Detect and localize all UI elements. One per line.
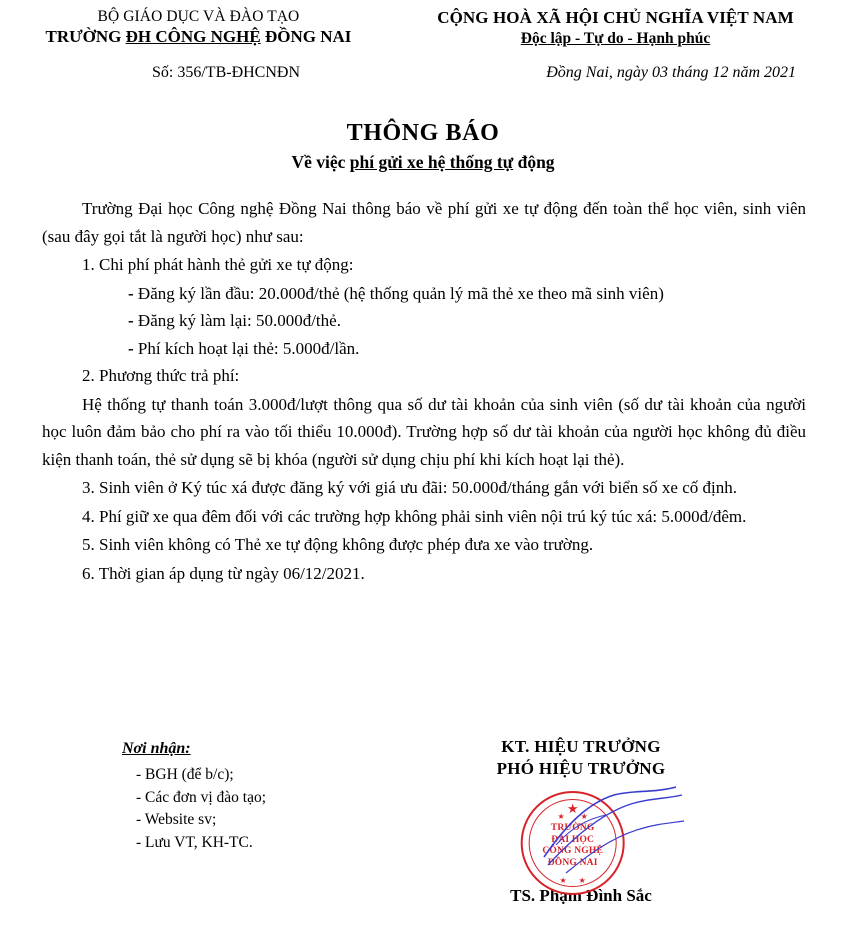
- recipients-list: [122, 764, 266, 854]
- body-item-1-sub-3-text: Phí kích hoạt lại thẻ: 5.000đ/lần.: [137, 338, 360, 358]
- official-seal-icon: [521, 791, 625, 895]
- seal-arc-bottom: ★ ★: [559, 876, 586, 885]
- university-name-prefix: TRƯỜNG: [45, 27, 126, 46]
- title-block: [22, 120, 824, 173]
- list-item: - Các đơn vị đào tạo;: [136, 788, 267, 806]
- university-name-underlined: ĐH CÔNG NGHỆ: [125, 27, 261, 46]
- document-header: [22, 6, 824, 48]
- document-footer: [22, 737, 824, 927]
- country-name: CỘNG HOÀ XÃ HỘI CHỦ NGHĨA VIỆT NAM: [437, 8, 794, 27]
- body-item-1-sub-1-text: Đăng ký lần đầu: 20.000đ/thẻ (hệ thống quản lý mã thẻ xe theo mã sinh viên): [137, 283, 664, 303]
- subtitle-underlined: phí gửi xe hệ thống tự: [349, 152, 514, 172]
- bullet-dash-icon: -: [128, 311, 138, 331]
- university-name-suffix: ĐỒNG NAI: [260, 27, 352, 46]
- university-name: [22, 27, 375, 47]
- recipients-block: [122, 737, 266, 854]
- signer-role-line2: PHÓ HIỆU TRƯỞNG: [496, 759, 666, 778]
- list-item: - Website sv;: [136, 811, 217, 829]
- stamp-area: [416, 779, 746, 884]
- signer-name: TS. Phạm Đình Sắc: [510, 886, 652, 905]
- document-number: Số: 356/TB-ĐHCNĐN: [152, 64, 301, 81]
- bullet-dash-icon: -: [128, 283, 138, 303]
- seal-star-icon: ★: [566, 801, 579, 816]
- body-intro: Trường Đại học Công nghệ Đồng Nai thông báo về phí gửi xe tự động đến toàn thể học viên, sinh viên (sau đây gọi tắt là người học) như sau:: [42, 199, 806, 246]
- signer-role-line1: KT. HIỆU TRƯỞNG: [501, 737, 661, 756]
- national-motto-text: Độc lập - Tự do - Hạnh phúc: [520, 30, 711, 47]
- body-item-1-sub-3: [42, 335, 806, 363]
- seal-line-4: ĐỒNG NAI: [547, 857, 598, 868]
- seal-arc-top: ★ ★: [557, 812, 588, 821]
- recipients-label: Nơi nhận:: [122, 740, 191, 757]
- body-item-2-paragraph: Hệ thống tự thanh toán 3.000đ/lượt thông qua số dư tài khoản của sinh viên (số dư tài khoản của người học luôn đảm bảo cho phí ra vào tối thiểu 10.000đ). Trường hợp số dư tài khoản của người học không đủ điều kiện thanh toán, thẻ sử dụng sẽ bị khóa (người sử dụng chịu phí khi kích hoạt lại thẻ).: [42, 394, 806, 469]
- signature-block: [416, 737, 746, 906]
- body-item-1-title: 1. Chi phí phát hành thẻ gửi xe tự động:: [82, 255, 354, 275]
- list-item: - Lưu VT, KH-TC.: [136, 833, 253, 851]
- subtitle-suffix: động: [513, 152, 555, 172]
- bullet-dash-icon: -: [128, 338, 138, 358]
- seal-line-1: TRƯỜNG: [550, 823, 595, 833]
- ministry-name: BỘ GIÁO DỤC VÀ ĐÀO TẠO: [97, 8, 300, 25]
- body-item-5: 5. Sinh viên không có Thẻ xe tự động không được phép đưa xe vào trường.: [82, 535, 594, 555]
- subtitle-prefix: Về việc: [291, 152, 350, 172]
- list-item: - BGH (để b/c);: [136, 766, 234, 784]
- seal-line-2: ĐẠI HỌC: [551, 834, 595, 845]
- national-motto: [407, 30, 824, 48]
- header-left-block: [22, 6, 375, 47]
- body-item-1-sub-2: [42, 307, 806, 335]
- document-meta-row: [22, 64, 824, 82]
- body-item-6: 6. Thời gian áp dụng từ ngày 06/12/2021.: [82, 563, 365, 583]
- document-date: Đồng Nai, ngày 03 tháng 12 năm 2021: [546, 64, 796, 81]
- body-item-4: 4. Phí giữ xe qua đêm đối với các trường hợp không phải sinh viên nội trú ký túc xá: 5.000đ/đêm.: [82, 506, 747, 526]
- document-title: THÔNG BÁO: [346, 120, 500, 146]
- document-subtitle: [291, 152, 554, 173]
- body-item-3: 3. Sinh viên ở Ký túc xá được đăng ký với giá ưu đãi: 50.000đ/tháng gắn với biển số xe cố định.: [82, 478, 737, 498]
- header-right-block: [407, 6, 824, 48]
- seal-line-3: CÔNG NGHỆ: [542, 846, 604, 857]
- seal-text: [523, 823, 623, 869]
- body-item-1-sub-2-text: Đăng ký làm lại: 50.000đ/thẻ.: [137, 311, 341, 331]
- body-item-1-sub-1: [42, 280, 806, 308]
- body-item-2-title: 2. Phương thức trả phí:: [82, 366, 240, 386]
- document-body: [22, 195, 824, 587]
